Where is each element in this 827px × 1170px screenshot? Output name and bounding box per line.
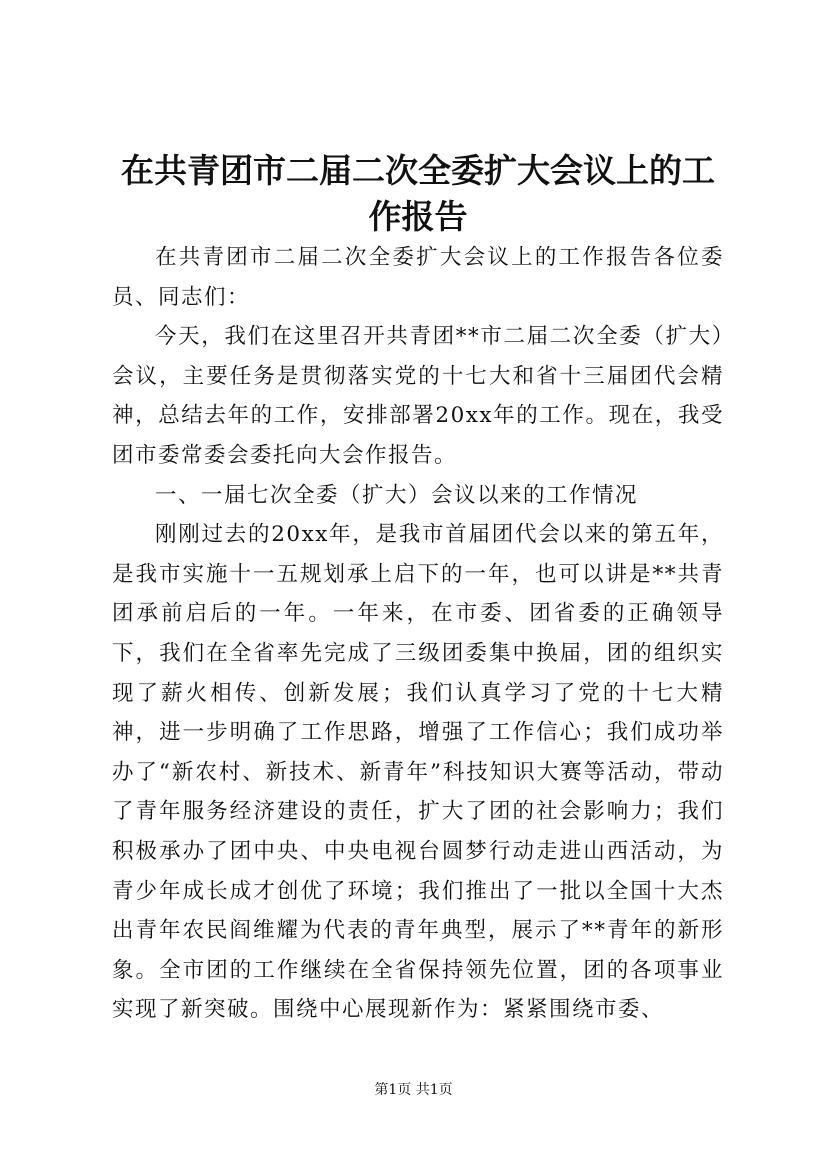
- paragraph-review: 刚刚过去的20xx年，是我市首届团代会以来的第五年，是我市实施十一五规划承上启下的一年，也可以讲是**共青团承前启后的一年。一年来，在市委、团省委的正确领导下，我们在全省率先完成了三级团委集中换届，团的组织实现了薪火相传、创新发展；我们认真学习了党的十七大精神，进一步明确了工作思路，增强了工作信心；我们成功举办了“新农村、新技术、新青年”科技知识大赛等活动，带动了青年服务经济建设的责任，扩大了团的社会影响力；我们积极承办了团中央、中央电视台圆梦行动走进山西活动，为青少年成长成才创优了环境；我们推出了一批以全国十大杰出青年农民阎维耀为代表的青年典型，展示了**青年的新形象。全市团的工作继续在全省保持领先位置，团的各项事业实现了新突破。围绕中心展现新作为：紧紧围绕市委、: [112, 522, 724, 1023]
- section-heading: 一、一届七次全委（扩大）会议以来的工作情况: [155, 482, 639, 508]
- paragraph-intro: 今天，我们在这里召开共青团**市二届二次全委（扩大）会议，主要任务是贯彻落实党的十七大和省十三届团代会精神，总结去年的工作，安排部署20xx年的工作。现在，我受团市委常委会委托向大会作报告。: [112, 324, 724, 468]
- document-title: 在共青团市二届二次全委扩大会议上的工作报告: [121, 151, 715, 236]
- paragraph-greeting: 在共青团市二届二次全委扩大会议上的工作报告各位委员、同志们：: [112, 245, 724, 310]
- page-number-footer: 第1页 共1页: [374, 1082, 453, 1098]
- document-body: [112, 238, 724, 1030]
